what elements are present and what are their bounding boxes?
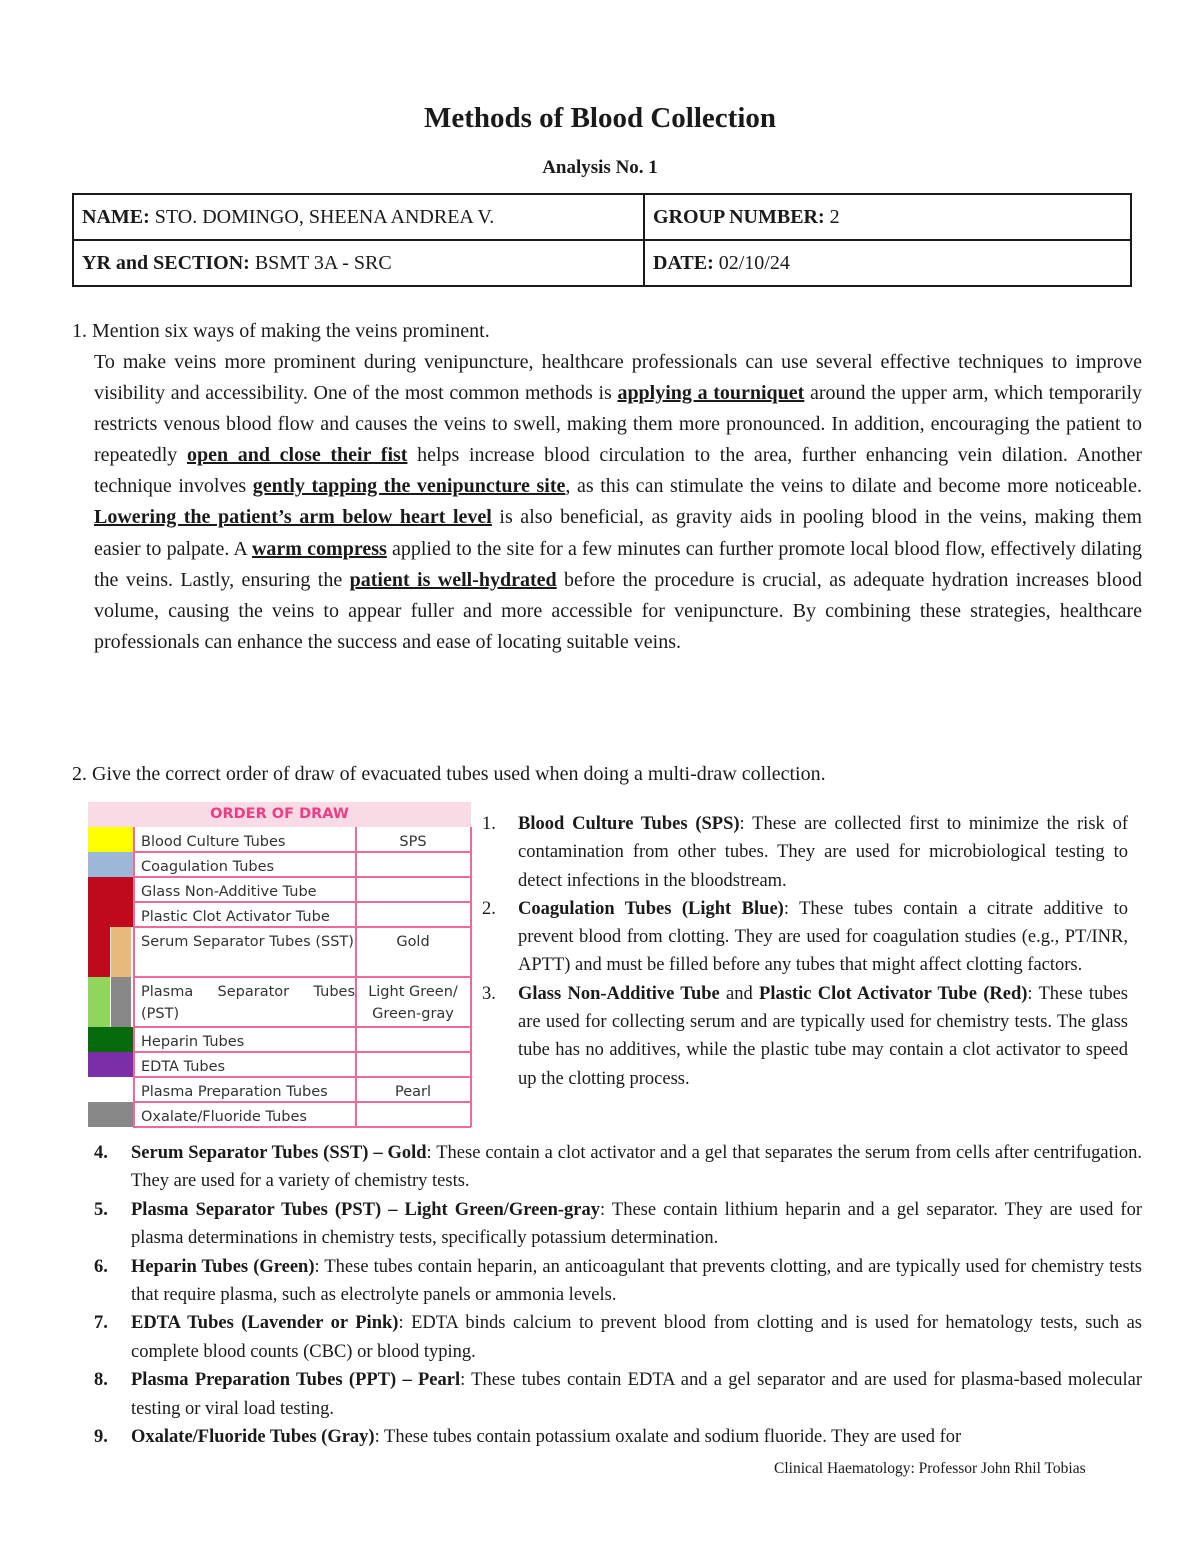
tube-additive: Gold (396, 934, 430, 950)
answer-text: applied to the site for a few minutes can further promote local blood flow, effectively dilating the veins. Lastly, ensuring the (94, 537, 1143, 591)
tube-color-swatch-secondary (111, 927, 131, 977)
item-description: : These tubes are used for collecting serum and are typically used for chemistry tests. The glass tube has no additives, while the plastic tube may contain a clot activator to speed up the clotting process. (518, 983, 1128, 1089)
answer-text: helps increase blood circulation to the area, further enhancing vein dilation. Another technique involves (94, 444, 1143, 498)
tube-color-swatch (88, 877, 133, 902)
tube-name: Plastic Clot Activator Tube (141, 909, 330, 925)
group-cell (644, 194, 1131, 240)
tube-color-swatch (88, 902, 133, 927)
highlight-warm-compress: warm compress (251, 537, 387, 560)
tube-color-swatch (88, 1077, 133, 1102)
group-label: GROUP NUMBER: (653, 205, 825, 228)
answer-text: , as this can stimulate the veins to dilate and become more noticeable. (565, 475, 1142, 498)
tube-color-swatch-secondary (111, 977, 131, 1027)
item-description: : These contain a clot activator and a gel that separates the serum from cells after centrifugation. They are used for a variety of chemistry tests. (131, 1143, 1142, 1192)
item-number: 4. (94, 1143, 108, 1163)
item-title: Heparin Tubes (Green) (131, 1256, 315, 1277)
item-description: : These tubes contain EDTA and a gel separator and are used for plasma-based molecular testing or viral load testing. (131, 1370, 1143, 1419)
document-subtitle: Analysis No. 1 (542, 157, 658, 178)
highlight-fist: open and close their fist (186, 444, 408, 467)
order-of-draw-row (88, 977, 471, 1027)
item-number: 3. (482, 983, 496, 1004)
order-of-draw-header: ORDER OF DRAW (88, 802, 471, 827)
order-list-item (94, 1139, 1142, 1196)
order-list-item (94, 1423, 1142, 1451)
student-info-table (72, 193, 1132, 287)
item-description: : These tubes contain potassium oxalate and sodium fluoride. They are used for (374, 1427, 962, 1448)
answer-text: is also beneficial, as gravity aids in pooling blood in the veins, making them easier to palpate. A (94, 506, 1142, 560)
tube-color-swatch (88, 827, 133, 852)
tube-name: Plasma Separator Tubes (PST) (141, 984, 355, 1022)
tube-name: Blood Culture Tubes (141, 834, 286, 850)
answer-text: around the upper arm, which temporarily restricts venous blood flow and causes the veins to swell, making them more pronounced. In addition, encouraging the patient to repeatedly (94, 382, 1142, 467)
tube-color-swatch (88, 1027, 133, 1052)
table-grid-line (470, 827, 472, 1127)
item-number: 1. (482, 814, 496, 834)
order-of-draw-row (88, 1102, 471, 1127)
highlight-hydration: patient is well-hydrated (349, 568, 557, 591)
order-of-draw-row (88, 927, 471, 977)
item-title: Blood Culture Tubes (SPS) (518, 814, 740, 834)
order-of-draw-row (88, 827, 471, 852)
order-of-draw-chart (88, 802, 471, 1128)
order-list-item (94, 1253, 1142, 1310)
item-title: Glass Non-Additive Tube (518, 983, 720, 1004)
footer-text: Clinical Haematology: Professor John Rhil Tobias (774, 1460, 1086, 1477)
order-of-draw-row (88, 852, 471, 877)
answer-1-paragraph (94, 347, 1142, 658)
tube-name: Glass Non-Additive Tube (141, 884, 317, 900)
item-description: : EDTA binds calcium to prevent blood from clotting and is used for hematology tests, such as complete blood counts (CBC) or blood typing. (131, 1313, 1143, 1362)
date-value: 02/10/24 (718, 251, 790, 274)
answer-text: before the procedure is crucial, as adequate hydration increases blood volume, causing the veins to appear fuller and more accessible for venipuncture. By combining these strategies, healthcare professionals can enhance the success and ease of locating suitable veins. (94, 568, 1143, 653)
table-grid-line (133, 827, 135, 1127)
item-number: 9. (94, 1427, 108, 1448)
table-grid-line (355, 827, 357, 1127)
tube-color-swatch (88, 1102, 133, 1127)
document-title: Methods of Blood Collection (423, 102, 777, 134)
table-grid-line (133, 1126, 471, 1128)
answer-text: To make veins more prominent during venipuncture, healthcare professionals can use several effective techniques to improve visibility and accessibility. One of the most common methods is (94, 351, 1142, 405)
tube-name: Heparin Tubes (141, 1034, 245, 1050)
order-list-item (94, 1196, 1142, 1253)
item-number: 2. (482, 898, 496, 919)
order-of-draw-row (88, 1052, 471, 1077)
item-title: EDTA Tubes (Lavender or Pink) (131, 1313, 399, 1334)
item-description: : These are collected first to minimize the risk of contamination from other tubes. They are used for microbiological testing to detect infections in the bloodstream. (518, 814, 1128, 891)
item-description: : These contain lithium heparin and a gel separator. They are used for plasma determinations in chemistry tests, specifically potassium determination. (131, 1199, 1142, 1249)
item-title: Plasma Separator Tubes (PST) – Light Green/Green-gray (131, 1199, 601, 1220)
item-number: 6. (94, 1256, 108, 1277)
date-label: DATE: (653, 251, 714, 274)
tube-color-swatch (88, 977, 110, 1027)
item-joiner: and (719, 983, 760, 1004)
item-title: Oxalate/Fluoride Tubes (Gray) (131, 1427, 375, 1448)
item-title-secondary: Plastic Clot Activator Tube (Red) (759, 983, 1028, 1004)
highlight-tourniquet: applying a tourniquet (617, 382, 805, 405)
group-value: 2 (829, 205, 840, 228)
order-list-item (94, 1366, 1142, 1423)
section-value: BSMT 3A - SRC (254, 251, 392, 274)
highlight-arm-lowering: Lowering the patient’s arm below heart level (94, 506, 492, 529)
order-list-part-1 (482, 810, 1128, 1093)
tube-additive: SPS (399, 834, 427, 850)
order-list-part-2 (94, 1139, 1142, 1451)
tube-color-swatch (88, 927, 110, 977)
order-list-item (94, 1309, 1142, 1366)
tube-name: Oxalate/Fluoride Tubes (141, 1109, 307, 1125)
item-description: : These tubes contain heparin, an anticoagulant that prevents clotting, and are typically used for chemistry tests that require plasma, such as electrolyte panels or ammonia levels. (131, 1256, 1143, 1306)
order-list-item (482, 895, 1128, 980)
tube-color-swatch (88, 1052, 133, 1077)
item-number: 7. (94, 1313, 108, 1334)
name-value: STO. DOMINGO, SHEENA ANDREA V. (154, 205, 495, 228)
tube-name: Coagulation Tubes (141, 859, 275, 875)
order-of-draw-row (88, 902, 471, 927)
order-of-draw-row (88, 1077, 471, 1102)
section-cell (73, 240, 644, 286)
order-of-draw-row (88, 877, 471, 902)
date-cell (644, 240, 1131, 286)
tube-additive: Pearl (394, 1084, 432, 1100)
item-title: Serum Separator Tubes (SST) – Gold (131, 1143, 427, 1163)
item-title: Coagulation Tubes (Light Blue) (518, 898, 784, 919)
tube-color-swatch (88, 852, 133, 877)
question-1: 1. Mention six ways of making the veins prominent. (72, 320, 490, 342)
question-2: 2. Give the correct order of draw of evacuated tubes used when doing a multi-draw collection. (72, 763, 826, 785)
item-number: 8. (94, 1370, 108, 1391)
order-list-item (482, 810, 1128, 895)
name-cell (73, 194, 644, 240)
tube-name: Serum Separator Tubes (SST) (141, 934, 354, 950)
order-list-item (482, 980, 1128, 1093)
tube-name: EDTA Tubes (141, 1059, 226, 1075)
section-label: YR and SECTION: (82, 251, 250, 274)
highlight-tapping: gently tapping the venipuncture site (252, 475, 566, 498)
order-of-draw-row (88, 1027, 471, 1052)
tube-name: Plasma Preparation Tubes (141, 1084, 328, 1100)
name-label: NAME: (82, 205, 150, 228)
tube-additive: Light Green/ Green-gray (368, 984, 458, 1022)
item-number: 5. (94, 1199, 108, 1220)
item-title: Plasma Preparation Tubes (PPT) – Pearl (131, 1370, 461, 1391)
item-description: : These tubes contain a citrate additive to prevent blood from clotting. They are used for coagulation studies (e.g., PT/INR, APTT) and must be filled before any tubes that might affect clotting factors. (518, 898, 1129, 976)
